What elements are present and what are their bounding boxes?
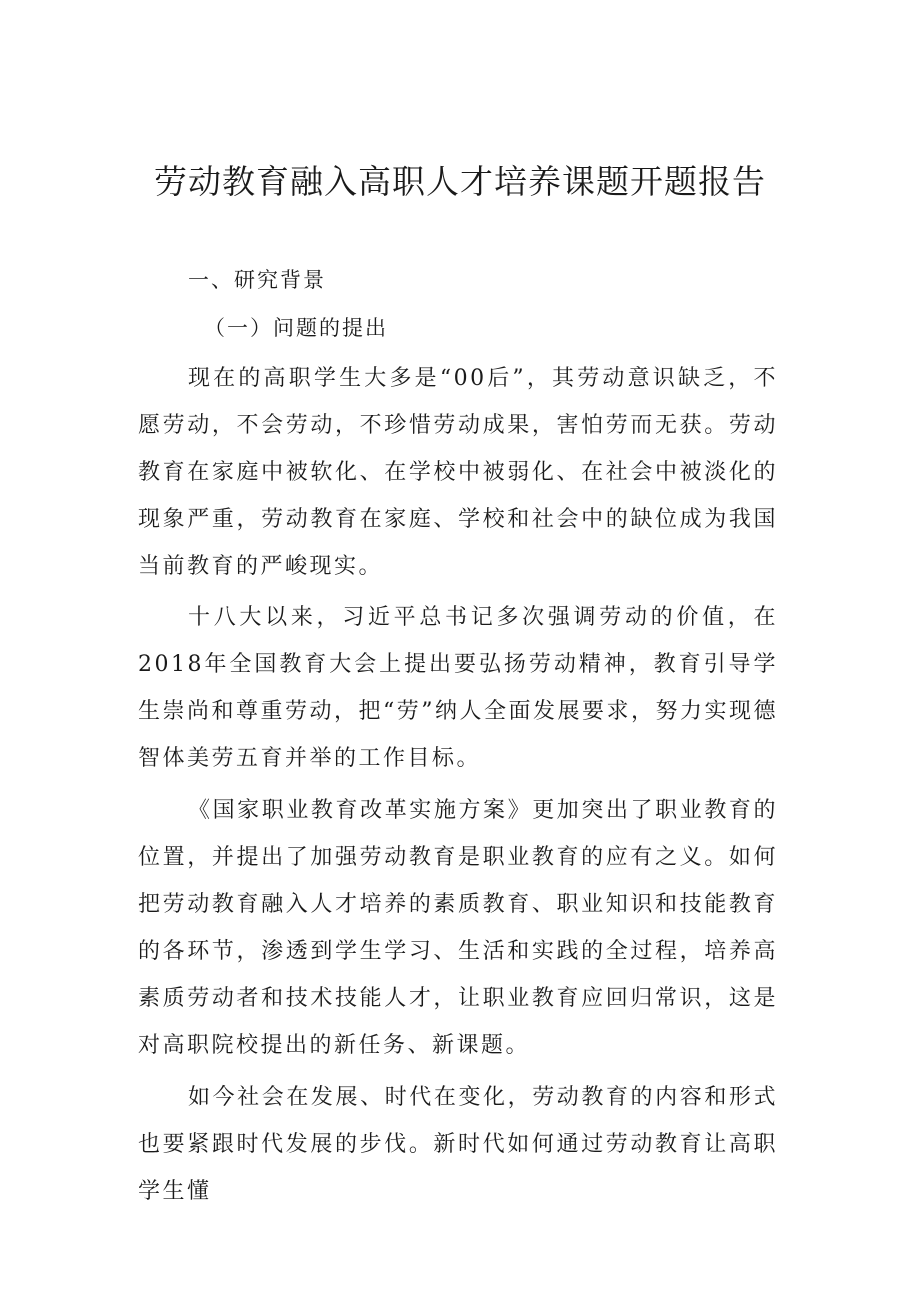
paragraph-3: 《国家职业教育改革实施方案》更加突出了职业教育的位置，并提出了加强劳动教育是职业教育的应有之义。如何把劳动教育融入人才培养的素质教育、职业知识和技能教育的各环节，渗透到学生学习、生活和实践的全过程，培养高素质劳动者和技术技能人才，让职业教育应回归常识，这是对高职院校提出的新任务、新课题。 — [138, 798, 778, 1058]
subsection-heading: （一）问题的提出 — [204, 316, 388, 340]
paragraph-1: 现在的高职学生大多是“00后”，其劳动意识缺乏，不愿劳动，不会劳动，不珍惜劳动成果，害怕劳而无获。劳动教育在家庭中被软化、在学校中被弱化、在社会中被淡化的现象严重，劳动教育在家庭、学校和社会中的缺位成为我国当前教育的严峻现实。 — [138, 366, 778, 579]
paragraph-2: 十八大以来，习近平总书记多次强调劳动的价值，在2018年全国教育大会上提出要弘扬劳动精神，教育引导学生崇尚和尊重劳动，把“劳”纳人全面发展要求，努力实现德智体美劳五育并举的工作目标。 — [138, 605, 778, 771]
paragraph-4: 如今社会在发展、时代在变化，劳动教育的内容和形式也要紧跟时代发展的步伐。新时代如何通过劳动教育让高职学生懂 — [138, 1085, 778, 1204]
document-title: 劳动教育融入高职人才培养课题开题报告 — [154, 162, 766, 201]
section-heading: 一、研究背景 — [188, 268, 326, 292]
